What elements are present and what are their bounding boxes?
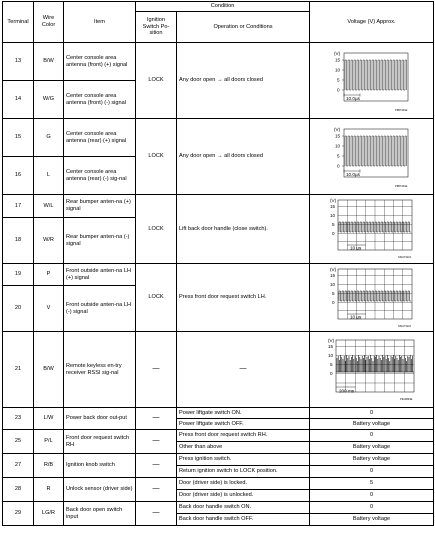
item-cell: Center console area antenna (rear) (-) sig-nal (64, 157, 136, 195)
terminal-cell: 13 (3, 43, 34, 81)
condition-cell: Any door open → all doors closed (177, 119, 310, 195)
wire-color-cell: W/R (34, 218, 64, 264)
wire-color-cell: L (34, 157, 64, 195)
header-operation-or-conditions: Operation or Conditions (177, 12, 310, 43)
graph-code: PIIA0844E (399, 397, 412, 401)
item-cell: Center console area antenna (front) (+) signal (64, 43, 136, 81)
header-ignition-switch-position: Ignition Switch Po-sition (136, 12, 177, 43)
item-cell: Remote keyless en-try receiver RSSI sig-nal (64, 332, 136, 408)
graph-ytick: 5 (336, 77, 340, 82)
condition-cell: Press front door request switch LH. (177, 264, 310, 332)
condition-cell: Other than above (177, 442, 310, 454)
terminal-cell: 16 (3, 157, 34, 195)
header-item: Item (64, 2, 136, 43)
wire-color-cell: P/L (34, 430, 64, 454)
item-cell: Center console area antenna (rear) (+) signal (64, 119, 136, 157)
ignition-cell: LOCK (136, 43, 177, 119)
waveform-graph (329, 197, 415, 261)
graph-ytick: 15 (334, 57, 340, 62)
voltage-waveform-cell (310, 119, 434, 195)
terminal-cell: 29 (3, 502, 34, 526)
graph-ytick: 15 (329, 204, 335, 209)
graph-ytick: 10 (334, 143, 340, 148)
condition-cell: Power liftgate switch ON. (177, 408, 310, 419)
voltage-cell: Battery voltage (310, 514, 434, 526)
voltage-waveform-cell (310, 43, 434, 119)
graph-ytick: 5 (336, 153, 340, 158)
graph-code: PIIB7441E (394, 108, 407, 112)
condition-cell: Power liftgate switch OFF. (177, 419, 310, 430)
terminal-table (2, 1, 434, 526)
item-cell: Back door open switch input (64, 502, 136, 526)
terminal-cell: 21 (3, 332, 34, 408)
terminal-cell: 18 (3, 218, 34, 264)
wire-color-cell: G (34, 119, 64, 157)
wire-color-cell: W/L (34, 195, 64, 218)
wire-color-cell: LG/R (34, 502, 64, 526)
condition-cell: Door (driver side) is unlocked. (177, 490, 310, 502)
graph-code: SKIA7310J (397, 256, 411, 259)
voltage-cell: Battery voltage (310, 454, 434, 466)
wire-color-cell: R/B (34, 454, 64, 478)
graph-code: PIIB7441E (394, 184, 407, 188)
item-cell: Power back door out-put (64, 408, 136, 430)
ignition-cell: — (136, 478, 177, 502)
condition-cell: Press ignition switch. (177, 454, 310, 466)
terminal-cell: 15 (3, 119, 34, 157)
voltage-waveform-cell (310, 264, 434, 332)
voltage-cell: Battery voltage (310, 442, 434, 454)
terminal-cell: 28 (3, 478, 34, 502)
item-cell: Front outside anten-na LH (+) signal (64, 264, 136, 286)
item-cell: Front outside anten-na LH (-) signal (64, 286, 136, 332)
condition-cell: Door (driver side) is locked. (177, 478, 310, 490)
graph-time-scale: 10.0µs (345, 95, 360, 101)
voltage-waveform-cell (310, 332, 434, 408)
item-cell: Center console area antenna (front) (-) signal (64, 81, 136, 119)
graph-time-scale: 200 ms (338, 388, 354, 393)
ignition-cell: — (136, 454, 177, 478)
item-cell: Front door request switch RH (64, 430, 136, 454)
graph-ylabel: (V) (333, 50, 340, 56)
graph-ytick: 5 (329, 361, 333, 367)
graph-ytick: 0 (336, 163, 340, 168)
wire-color-cell: L/W (34, 408, 64, 430)
graph-ytick: 0 (331, 231, 335, 236)
ignition-cell: LOCK (136, 264, 177, 332)
item-cell: Unlock sensor (driver side) (64, 478, 136, 502)
header-terminal: Terminal (3, 2, 34, 43)
waveform-graph (327, 337, 417, 403)
ignition-cell: — (136, 430, 177, 454)
graph-ytick: 15 (334, 133, 340, 138)
terminal-cell: 17 (3, 195, 34, 218)
terminal-cell: 20 (3, 286, 34, 332)
voltage-cell: 0 (310, 430, 434, 442)
graph-ytick: 0 (331, 299, 335, 305)
waveform-graph (333, 125, 411, 189)
ignition-cell: LOCK (136, 195, 177, 264)
voltage-cell: 0 (310, 408, 434, 419)
voltage-cell: 0 (310, 490, 434, 502)
terminal-cell: 27 (3, 454, 34, 478)
graph-ytick: 5 (331, 222, 335, 227)
voltage-cell: 0 (310, 466, 434, 478)
graph-time-scale: 10 µs (349, 314, 361, 319)
condition-cell: Any door open → all doors closed (177, 43, 310, 119)
header-voltage: Voltage (V) Approx. (310, 2, 434, 43)
graph-ytick: 0 (329, 370, 333, 376)
condition-cell: Lift back door handle (close switch). (177, 195, 310, 264)
graph-time-scale: 10.0µs (345, 171, 360, 177)
graph-ytick: 10 (334, 67, 340, 72)
graph-ylabel: (V) (329, 198, 336, 203)
voltage-cell: Battery voltage (310, 419, 434, 430)
item-cell: Rear bumper anten-na (-) signal (64, 218, 136, 264)
graph-ytick: 10 (329, 213, 335, 218)
wire-color-cell: B/W (34, 43, 64, 81)
condition-cell: Press front door request switch RH. (177, 430, 310, 442)
graph-ytick: 0 (336, 87, 340, 92)
wire-color-cell: V (34, 286, 64, 332)
item-cell: Rear bumper anten-na (+) signal (64, 195, 136, 218)
graph-ytick: 15 (327, 343, 333, 349)
graph-ylabel: (V) (327, 337, 334, 343)
graph-ylabel: (V) (329, 266, 336, 272)
item-cell: Ignition knob switch (64, 454, 136, 478)
ignition-cell: LOCK (136, 119, 177, 195)
condition-cell: — (177, 332, 310, 408)
ignition-cell: — (136, 332, 177, 408)
waveform-graph (329, 266, 415, 330)
waveform-graph (333, 49, 411, 113)
condition-cell: Back door handle switch OFF. (177, 514, 310, 526)
voltage-waveform-cell (310, 195, 434, 264)
graph-code: SKIA7310J (397, 324, 411, 328)
ignition-cell: — (136, 408, 177, 430)
wire-color-cell: P (34, 264, 64, 286)
terminal-cell: 14 (3, 81, 34, 119)
wire-color-cell: R (34, 478, 64, 502)
condition-cell: Return ignition switch to LOCK position. (177, 466, 310, 478)
ignition-cell: — (136, 502, 177, 526)
terminal-cell: 19 (3, 264, 34, 286)
graph-ytick: 15 (329, 272, 335, 278)
voltage-cell: 0 (310, 502, 434, 514)
wire-color-cell: W/G (34, 81, 64, 119)
graph-ytick: 5 (331, 290, 335, 296)
terminal-cell: 25 (3, 430, 34, 454)
terminal-cell: 23 (3, 408, 34, 430)
graph-ylabel: (V) (333, 126, 340, 132)
graph-time-scale: 10 µs (349, 245, 361, 251)
graph-ytick: 10 (329, 281, 335, 287)
voltage-cell: 5 (310, 478, 434, 490)
header-condition: Condition (136, 2, 310, 12)
graph-ytick: 10 (327, 352, 333, 358)
header-wire-color: Wire Color (34, 2, 64, 43)
wire-color-cell: B/W (34, 332, 64, 408)
condition-cell: Back door handle switch ON. (177, 502, 310, 514)
